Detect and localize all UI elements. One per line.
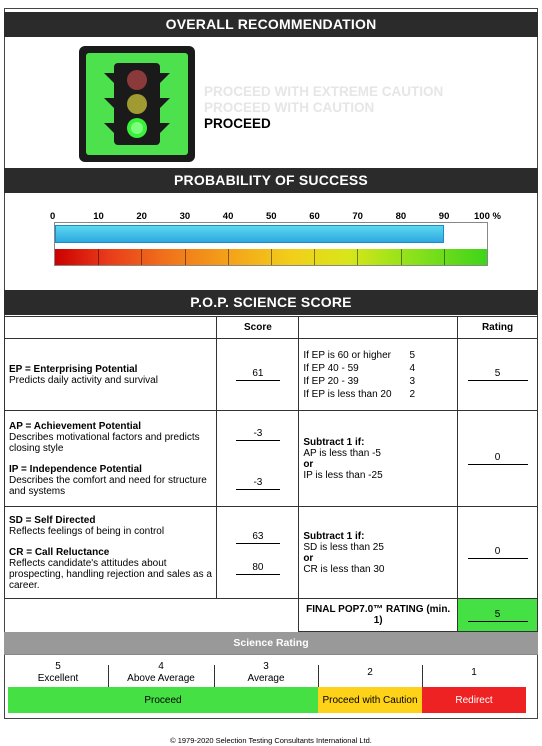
ep-rule-value: 4 [409, 362, 416, 374]
option-extreme-caution: PROCEED WITH EXTREME CAUTION [204, 84, 444, 99]
scale-label: 60 [309, 211, 320, 222]
sd-cr-rule-title: Subtract 1 if: [303, 530, 365, 542]
ip-desc: Describes the comfort and need for structure and systems [9, 474, 207, 497]
ep-rule-value: 5 [409, 349, 416, 361]
sd-cr-row [5, 507, 538, 599]
scale-label: 30 [179, 211, 191, 222]
level-2: 2 [367, 667, 373, 678]
cr-name: CR = Call Reluctance [9, 546, 110, 558]
final-cell [458, 599, 538, 632]
probability-fill [55, 225, 444, 243]
science-scale [4, 654, 538, 720]
ap-ip-rule-1: AP is less than -5 [303, 447, 381, 459]
level-5: 5 Excellent [37, 661, 79, 684]
ap-ip-rule-title: Subtract 1 if: [303, 436, 365, 448]
segment-proceed: Proceed [8, 687, 318, 713]
final-row [5, 599, 538, 632]
traffic-light-icon [79, 46, 195, 162]
scale-label: 40 [222, 211, 234, 222]
probability-bar [54, 222, 488, 266]
option-proceed-selected: PROCEED [204, 116, 271, 131]
scale-label: 50 [266, 211, 277, 222]
sd-cr-rule-2: CR is less than 30 [303, 563, 385, 575]
ep-desc: Predicts daily activity and survival [9, 374, 158, 386]
ep-rule-label: If EP 40 - 59 [303, 362, 359, 374]
overall-recommendation-header: OVERALL RECOMMENDATION [4, 12, 538, 37]
scale-label: 0 [50, 211, 56, 222]
ep-rule-label: If EP 20 - 39 [303, 375, 359, 387]
scale-label: 70 [352, 211, 363, 222]
ep-score: 61 [236, 368, 280, 381]
pop-science-header: P.O.P. SCIENCE SCORE [4, 290, 538, 315]
scale-label: 10 [93, 211, 104, 222]
sd-name: SD = Self Directed [9, 514, 96, 526]
ap-score: -3 [236, 428, 280, 441]
science-rating-header: Science Rating [4, 632, 538, 654]
ep-rule-label: If EP is less than 20 [303, 388, 392, 400]
ip-name: IP = Independence Potential [9, 463, 142, 475]
option-caution: PROCEED WITH CAUTION [204, 100, 375, 115]
segment-proceed-with-caution: Proceed with Caution [318, 687, 422, 713]
ep-rule-value: 3 [409, 375, 416, 387]
header-blank [5, 317, 217, 339]
sd-cr-or: or [303, 552, 314, 564]
sd-desc: Reflects feelings of being in control [9, 525, 165, 537]
ap-ip-or: or [303, 458, 314, 470]
ep-rule-value: 2 [409, 388, 416, 400]
level-1: 1 [471, 667, 477, 678]
ap-desc: Describes motivational factors and predicts closing style [9, 431, 200, 454]
sd-cr-rating: 0 [468, 546, 528, 559]
ip-score: -3 [236, 477, 280, 490]
cr-desc: Reflects candidate's attitudes about prospecting, handling rejection and sales as a career. [9, 557, 212, 591]
ep-rule-label: If EP is 60 or higher [303, 349, 391, 361]
header-blank-2 [299, 317, 458, 339]
ep-rating: 5 [468, 368, 528, 381]
ep-row [5, 339, 538, 411]
ap-ip-row [5, 411, 538, 507]
cr-score: 80 [236, 562, 280, 575]
copyright-footer: © 1979-2020 Selection Testing Consultants International Ltd. [170, 736, 372, 745]
sd-cr-rule-1: SD is less than 25 [303, 541, 384, 553]
ap-name: AP = Achievement Potential [9, 420, 141, 432]
header-score: Score [217, 317, 299, 339]
probability-header: PROBABILITY OF SUCCESS [4, 168, 538, 193]
sd-score: 63 [236, 531, 280, 544]
header-rating: Rating [458, 317, 538, 339]
scale-label: 20 [136, 211, 147, 222]
ap-ip-rating: 0 [468, 452, 528, 465]
scale-label: 100 % [474, 211, 501, 222]
pop-score-table [4, 316, 538, 632]
ap-ip-rule-2: IP is less than -25 [303, 469, 383, 481]
ep-name: EP = Enterprising Potential [9, 363, 138, 375]
level-3: 3 Average [247, 661, 285, 684]
final-rating: 5 [468, 609, 528, 622]
scale-label: 90 [438, 211, 450, 222]
segment-redirect: Redirect [422, 687, 526, 713]
level-4: 4 Above Average [127, 661, 195, 684]
final-label: FINAL POP7.0™ RATING (min. 1) [299, 599, 458, 632]
scale-label: 80 [395, 211, 407, 222]
